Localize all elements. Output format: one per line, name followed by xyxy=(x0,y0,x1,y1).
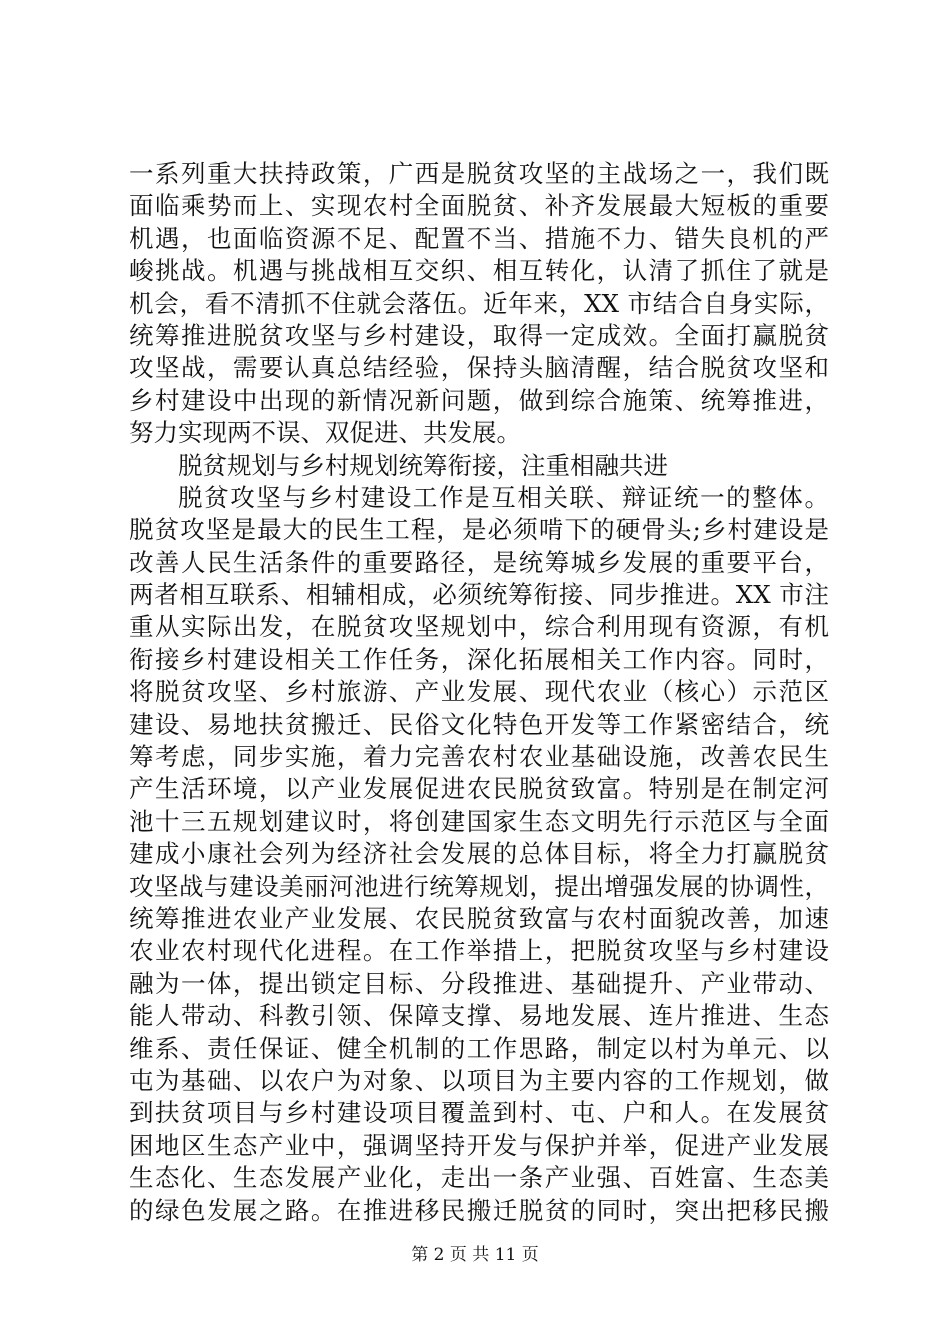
text-line: 攻坚战，需要认真总结经验，保持头脑清醒，结合脱贫攻坚和 xyxy=(129,353,829,383)
text-line: 机会，看不清抓不住就会落伍。近年来，XX 市结合自身实际， xyxy=(129,288,829,318)
body-text xyxy=(129,158,829,1227)
page-number-footer: 第 2 页 共 11 页 xyxy=(411,1245,539,1265)
text-line: 池十三五规划建议时，将创建国家生态文明先行示范区与全面 xyxy=(129,806,829,836)
text-line: 脱贫攻坚与乡村建设工作是互相关联、辩证统一的整体。 xyxy=(178,482,829,512)
text-line: 攻坚战与建设美丽河池进行统筹规划，提出增强发展的协调性， xyxy=(129,871,829,901)
text-line: 能人带动、科教引领、保障支撑、易地发展、连片推进、生态 xyxy=(129,1001,829,1031)
text-line: 建设、易地扶贫搬迁、民俗文化特色开发等工作紧密结合，统 xyxy=(129,709,829,739)
text-line: 衔接乡村建设相关工作任务，深化拓展相关工作内容。同时， xyxy=(129,644,829,674)
text-line: 生态化、生态发展产业化，走出一条产业强、百姓富、生态美 xyxy=(129,1163,829,1193)
text-line: 统筹推进农业产业发展、农民脱贫致富与农村面貌改善，加速 xyxy=(129,903,829,933)
text-line: 建成小康社会列为经济社会发展的总体目标，将全力打赢脱贫 xyxy=(129,839,829,869)
text-line: 筹考虑，同步实施，着力完善农村农业基础设施，改善农民生 xyxy=(129,742,829,772)
text-line: 产生活环境，以产业发展促进农民脱贫致富。特别是在制定河 xyxy=(129,774,829,804)
text-line: 的绿色发展之路。在推进移民搬迁脱贫的同时，突出把移民搬 xyxy=(129,1195,829,1225)
text-line: 乡村建设中出现的新情况新问题，做到综合施策、统筹推进， xyxy=(129,385,829,415)
text-line: 改善人民生活条件的重要路径，是统筹城乡发展的重要平台， xyxy=(129,547,829,577)
text-line: 努力实现两不误、双促进、共发展。 xyxy=(129,418,521,448)
section-heading: 脱贫规划与乡村规划统筹衔接，注重相融共进 xyxy=(178,450,668,480)
text-line: 到扶贫项目与乡村建设项目覆盖到村、屯、户和人。在发展贫 xyxy=(129,1098,829,1128)
text-line: 屯为基础、以农户为对象、以项目为主要内容的工作规划，做 xyxy=(129,1065,829,1095)
text-line: 机遇，也面临资源不足、配置不当、措施不力、错失良机的严 xyxy=(129,223,829,253)
text-line: 重从实际出发，在脱贫攻坚规划中，综合利用现有资源，有机 xyxy=(129,612,829,642)
text-line: 统筹推进脱贫攻坚与乡村建设，取得一定成效。全面打赢脱贫 xyxy=(129,320,829,350)
text-line: 峻挑战。机遇与挑战相互交织、相互转化，认清了抓住了就是 xyxy=(129,256,829,286)
text-line: 面临乘势而上、实现农村全面脱贫、补齐发展最大短板的重要 xyxy=(129,191,829,221)
text-line: 一系列重大扶持政策，广西是脱贫攻坚的主战场之一，我们既 xyxy=(129,159,829,188)
text-line: 农业农村现代化进程。在工作举措上，把脱贫攻坚与乡村建设 xyxy=(129,936,829,966)
text-line: 困地区生态产业中，强调坚持开发与保护并举，促进产业发展 xyxy=(129,1130,829,1160)
text-line: 两者相互联系、相辅相成，必须统筹衔接、同步推进。XX 市注 xyxy=(129,580,829,610)
text-line: 维系、责任保证、健全机制的工作思路，制定以村为单元、以 xyxy=(129,1033,829,1063)
text-line: 融为一体，提出锁定目标、分段推进、基础提升、产业带动、 xyxy=(129,968,829,998)
text-line: 将脱贫攻坚、乡村旅游、产业发展、现代农业（核心）示范区 xyxy=(129,677,829,707)
text-line: 脱贫攻坚是最大的民生工程，是必须啃下的硬骨头;乡村建设是 xyxy=(129,515,829,545)
